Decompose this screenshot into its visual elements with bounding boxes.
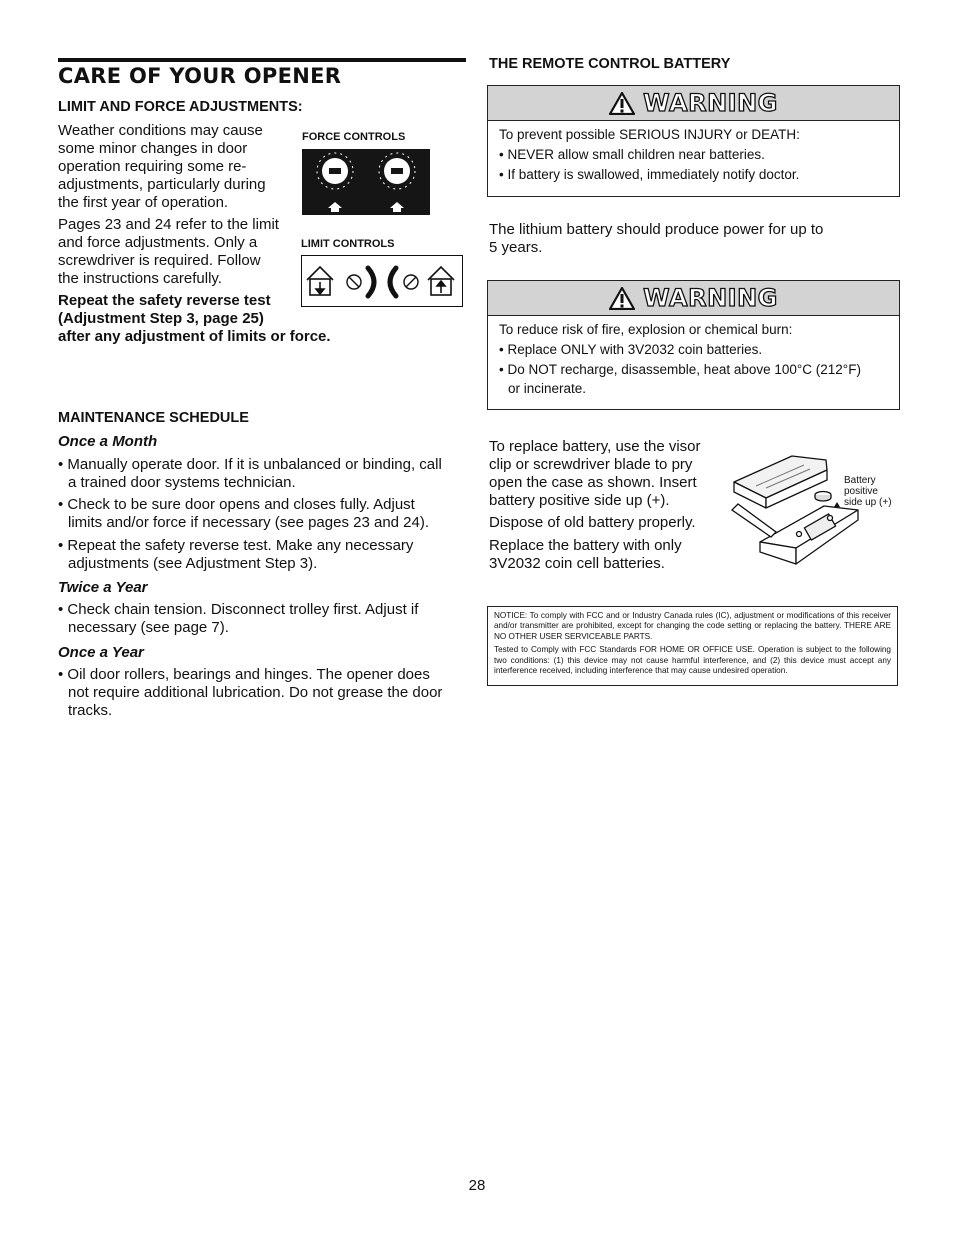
text-line: battery positive side up (+).	[489, 492, 670, 509]
page-title: CARE OF YOUR OPENER	[58, 64, 342, 88]
text-line: or incinerate.	[508, 381, 587, 396]
text-line: Replace the battery with only	[489, 537, 682, 554]
text-line: Repeat the safety reverse test	[58, 292, 271, 309]
text-line: 3V2032 coin cell batteries.	[489, 555, 665, 572]
text-line: To reduce risk of fire, explosion or chemical burn:	[499, 322, 793, 337]
limit-force-heading: LIMIT AND FORCE ADJUSTMENTS:	[58, 99, 303, 115]
text-line: the first year of operation.	[58, 194, 229, 211]
page-number: 28	[468, 1177, 486, 1194]
text-line: Battery	[844, 475, 876, 486]
text-line: The lithium battery should produce power for up to	[489, 221, 824, 238]
text-line: • Repeat the safety reverse test. Make any necessary	[58, 537, 414, 554]
text-line: open the case as shown. Insert	[489, 474, 697, 491]
text-line: • NEVER allow small children near batteries.	[499, 147, 765, 162]
limit-force-para-2	[58, 216, 298, 288]
notice-paragraph: NOTICE: To comply with FCC and or Industry Canada rules (IC), adjustment or modifications of this receiver and/or transmitter are prohibited, except for changing the code setting or replacing the battery. THERE ARE NO OTHER USER SERVICEABLE PARTS.	[494, 611, 891, 641]
screw-icon	[347, 275, 361, 289]
warning-title: WARNING	[643, 284, 778, 312]
warning-triangle-icon	[609, 92, 635, 115]
dispose-text: Dispose of old battery properly.	[489, 514, 696, 531]
remote-control-battery-illustration	[726, 438, 898, 578]
battery-heading: THE REMOTE CONTROL BATTERY	[489, 56, 731, 72]
text-line: • Check chain tension. Disconnect trolley first. Adjust if	[58, 601, 419, 618]
warning-header	[488, 281, 899, 316]
maintenance-heading: MAINTENANCE SCHEDULE	[58, 410, 249, 426]
limit-screw-icon	[301, 255, 463, 307]
text-line: clip or screwdriver blade to pry	[489, 456, 693, 473]
text-line: operation requiring some re-	[58, 158, 247, 175]
text-line: (Adjustment Step 3, page 25)	[58, 310, 264, 327]
warning-header	[488, 86, 899, 121]
force-controls-label: FORCE CONTROLS	[302, 131, 406, 143]
text-line: adjustments, particularly during	[58, 176, 266, 193]
text-line: and force adjustments. Only a	[58, 234, 258, 251]
text-line: positive	[844, 486, 878, 497]
battery-life-text	[489, 221, 889, 257]
remote-cover	[734, 456, 827, 508]
text-line: • Replace ONLY with 3V2032 coin batteries.	[499, 342, 763, 357]
text-line: screwdriver is required. Follow	[58, 252, 261, 269]
text-line: a trained door systems technician.	[68, 474, 296, 491]
text-line: • Oil door rollers, bearings and hinges. The opener does	[58, 666, 430, 683]
limit-force-para-1	[58, 122, 298, 212]
text-line: side up (+)	[844, 497, 892, 508]
warning-body	[488, 316, 899, 398]
text-line: tracks.	[68, 702, 113, 719]
text-line: • Manually operate door. If it is unbalanced or binding, call	[58, 456, 442, 473]
text-line: To replace battery, use the visor	[489, 438, 701, 455]
notice-paragraph: Tested to Comply with FCC Standards FOR HOME OR OFFICE USE. Operation is subject to the following two conditions: (1) this device may not cause harmful interference, and (2) this device must accept any interference received, including interference that may cause undesired operation.	[494, 645, 891, 676]
month-item-1	[58, 456, 466, 492]
text-line: some minor changes in door	[58, 140, 248, 157]
once-a-month-heading: Once a Month	[58, 433, 158, 450]
visor-clip	[732, 504, 776, 537]
text-line: adjustments (see Adjustment Step 3).	[68, 555, 318, 572]
warning-triangle-icon	[609, 287, 635, 310]
warning-box-fire	[487, 280, 900, 410]
title-rule	[58, 58, 466, 62]
curved-arrow-icon	[390, 268, 396, 296]
text-line: • Check to be sure door opens and closes fully. Adjust	[58, 496, 415, 513]
curved-arrow-icon	[368, 268, 374, 296]
twice-a-year-heading: Twice a Year	[58, 579, 148, 596]
fcc-notice	[487, 606, 898, 686]
text-line: not require additional lubrication. Do not grease the door	[68, 684, 443, 701]
year-item-1	[58, 666, 466, 720]
up-house-icon	[428, 267, 454, 295]
replace-battery-text	[489, 438, 719, 510]
text-line: To prevent possible SERIOUS INJURY or DEATH:	[499, 127, 800, 142]
twice-item-1	[58, 601, 466, 637]
month-item-3	[58, 537, 466, 573]
text-line: • Do NOT recharge, disassemble, heat above 100°C (212°F)	[499, 362, 861, 377]
warning-box-injury	[487, 85, 900, 197]
warning-title: WARNING	[643, 89, 778, 117]
replace-only-text	[489, 537, 719, 573]
battery-figure-label	[844, 475, 892, 508]
limit-controls-label: LIMIT CONTROLS	[301, 238, 395, 250]
remote-base	[760, 506, 858, 564]
text-line: after any adjustment of limits or force.	[58, 328, 331, 345]
once-a-year-heading: Once a Year	[58, 644, 144, 661]
text-line: Pages 23 and 24 refer to the limit	[58, 216, 279, 233]
down-house-icon	[307, 267, 333, 295]
text-line: Weather conditions may cause	[58, 122, 263, 139]
month-item-2	[58, 496, 466, 532]
text-line: necessary (see page 7).	[68, 619, 229, 636]
text-line: • If battery is swallowed, immediately notify doctor.	[499, 167, 800, 182]
warning-body	[488, 121, 899, 185]
text-line: 5 years.	[489, 239, 543, 256]
text-line: limits and/or force if necessary (see pages 23 and 24).	[68, 514, 430, 531]
coin-battery	[815, 492, 831, 502]
text-line: the instructions carefully.	[58, 270, 222, 287]
screw-icon	[404, 275, 418, 289]
force-dial-icon	[302, 149, 430, 215]
